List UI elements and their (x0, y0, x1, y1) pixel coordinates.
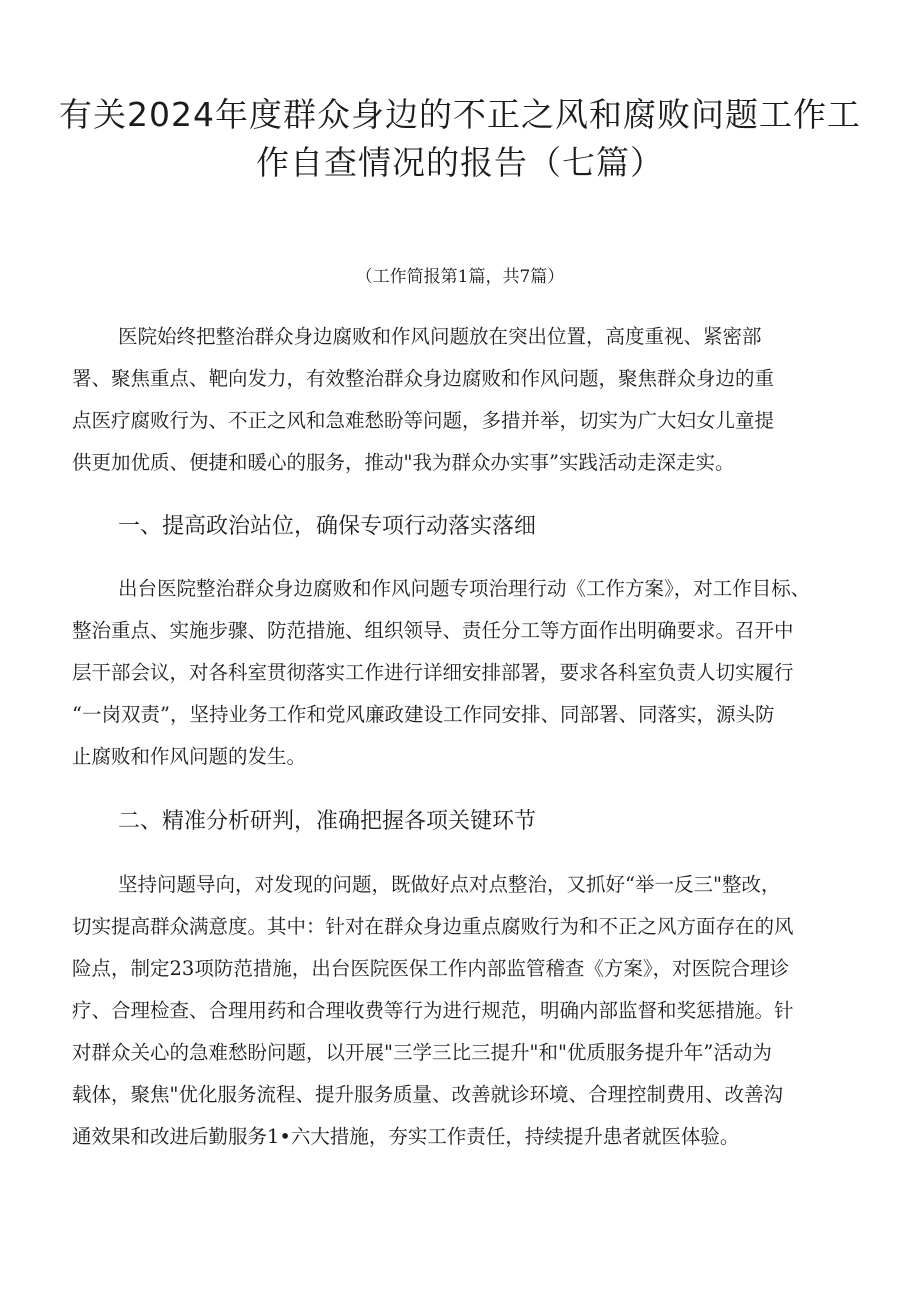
section-paragraph-line: 切实提高群众满意度。其中：针对在群众身边重点腐败行为和不正之风方面存在的风 (72, 915, 794, 938)
section-paragraph-line: “一岗双责”，坚持业务工作和党风廉政建设工作同安排、同部署、同落实，源头防 (72, 703, 775, 726)
intro-paragraph-line: 医院始终把整治群众身边腐败和作风问题放在突出位置，高度重视、紧密部 (118, 325, 762, 348)
section-heading: 二、精准分析研判，准确把握各项关键环节 (118, 809, 537, 834)
section-paragraph-line: 层干部会议，对各科室贯彻落实工作进行详细安排部署，要求各科室负责人切实履行 (72, 661, 794, 684)
section-paragraph-line: 疗、合理检查、合理用药和合理收费等行为进行规范，明确内部监督和奖惩措施。针 (72, 999, 794, 1022)
section-paragraph-line: 险点，制定23项防范措施，出台医院医保工作内部监管稽查《方案》，对医院合理诊 (72, 957, 790, 980)
section-paragraph-line: 通效果和改进后勤服务1•六大措施，夯实工作责任，持续提升患者就医体验。 (72, 1125, 740, 1148)
document-subtitle: （工作简报第1篇，共7篇） (355, 267, 565, 287)
document-title-line-1: 有关2024年度群众身边的不正之风和腐败问题工作工 (59, 95, 861, 134)
section-paragraph-line: 止腐败和作风问题的发生。 (72, 745, 307, 768)
section-paragraph-line: 出台医院整治群众身边腐败和作风问题专项治理行动《工作方案》，对工作目标、 (118, 577, 811, 600)
section-paragraph-line: 坚持问题导向，对发现的问题，既做好点对点整治，又抓好“举一反三"整改， (118, 873, 781, 896)
intro-paragraph-line: 署、聚焦重点、靶向发力，有效整治群众身边腐败和作风问题，聚焦群众身边的重 (72, 367, 775, 390)
section-heading: 一、提高政治站位，确保专项行动落实落细 (118, 514, 537, 539)
section-paragraph-line: 整治重点、实施步骤、防范措施、组织领导、责任分工等方面作出明确要求。召开中 (72, 619, 794, 642)
intro-paragraph-line: 供更加优质、便捷和暖心的服务，推动"我为群众办实事”实践活动走深走实。 (72, 451, 735, 474)
intro-paragraph-line: 点医疗腐败行为、不正之风和急难愁盼等问题，多措并举，切实为广大妇女儿童提 (72, 409, 775, 432)
section-paragraph-line: 对群众关心的急难愁盼问题，以开展"三学三比三提升"和"优质服务提升年”活动为 (72, 1041, 772, 1064)
section-paragraph-line: 载体，聚焦"优化服务流程、提升服务质量、改善就诊环境、合理控制费用、改善沟 (72, 1083, 783, 1106)
document-title-line-2: 作自查情况的报告（七篇） (256, 143, 664, 182)
